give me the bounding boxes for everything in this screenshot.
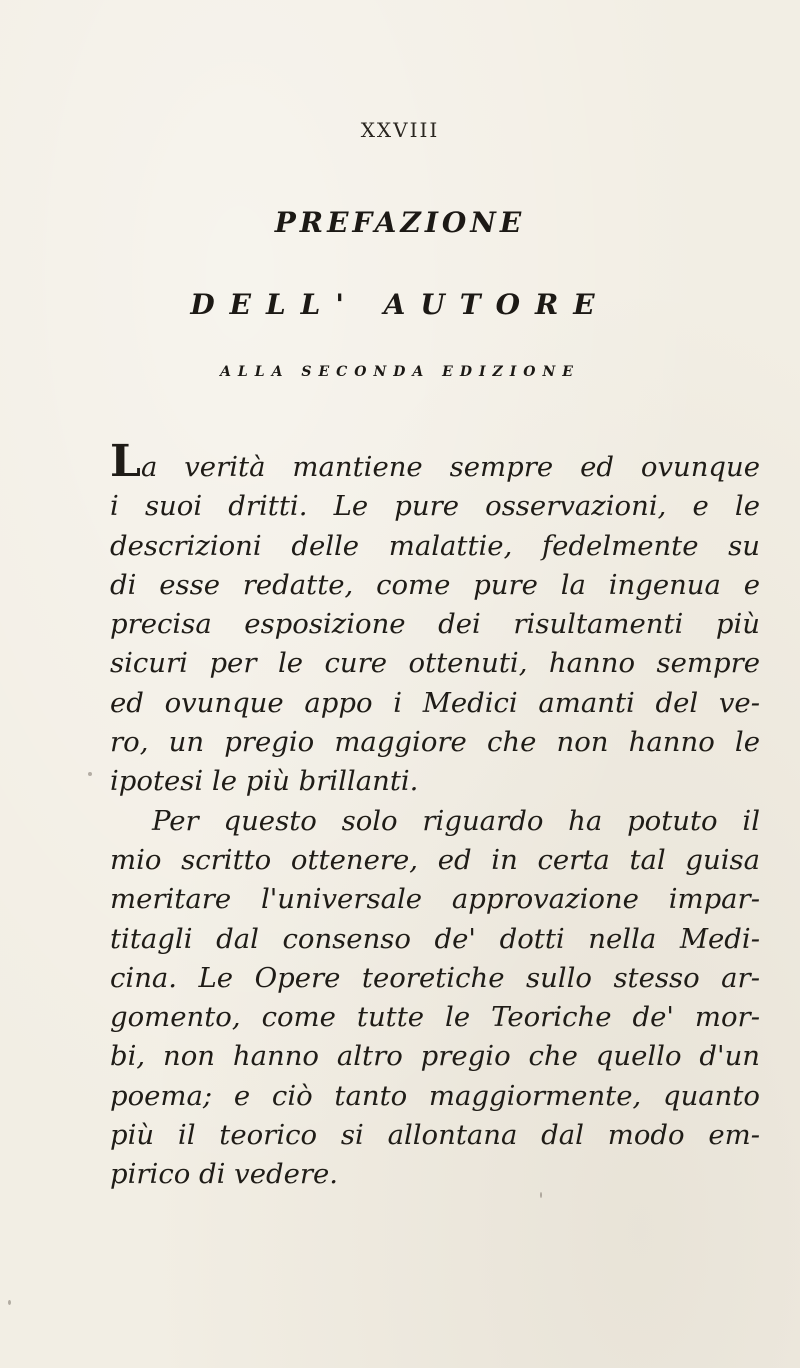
edition-line: ALLA SECONDA EDIZIONE [220,364,580,380]
page-subtitle: DELL' AUTORE [190,288,610,321]
text-line-17: poema; e ciò tanto maggiormente, quanto [110,1079,760,1112]
text-line-13: titagli dal consenso de' dotti nella Medi- [110,922,760,955]
text-line-14: cina. Le Opere teoretiche sullo stesso ar- [110,961,760,994]
text-line-9: ipotesi le più brillanti. [110,765,419,798]
page-title: PREFAZIONE [274,206,526,239]
text-line-12: meritare l'universale approvazione impar- [110,883,760,916]
text-line-6: sicuri per le cure ottenuti, hanno sempre [110,647,760,680]
drop-cap: L [110,436,141,487]
text-line-18: più il teorico si allontana dal modo em- [110,1119,760,1152]
preface-text [110,436,760,1195]
text-line-3: descrizioni delle malattie, fedelmente su [110,529,760,562]
text-line-10: Per questo solo riguardo ha potuto il [152,804,760,837]
text-line-1 [110,436,760,487]
page-number: XXVIII [360,118,440,142]
text-line-11: mio scritto ottenere, ed in certa tal guisa [110,843,760,876]
text-line-8: ro, un pregio maggiore che non hanno le [110,726,760,759]
text-line-19: pirico di vedere. [110,1158,339,1191]
text-line-2: i suoi dritti. Le pure osservazioni, e le [110,490,760,523]
text-line-7: ed ovunque appo i Medici amanti del ve- [110,686,760,719]
paper-speck [88,772,92,776]
text-line-1-rest: a verità mantiene sempre ed ovunque [140,451,760,483]
text-line-15: gomento, come tutte le Teoriche de' mor- [110,1001,760,1034]
text-line-5: precisa esposizione dei risultamenti più [110,608,760,641]
text-line-16: bi, non hanno altro pregio che quello d'un [110,1040,760,1073]
text-line-4: di esse redatte, come pure la ingenua e [110,568,760,601]
paper-speck [540,1192,542,1198]
paper-speck [8,1300,11,1305]
